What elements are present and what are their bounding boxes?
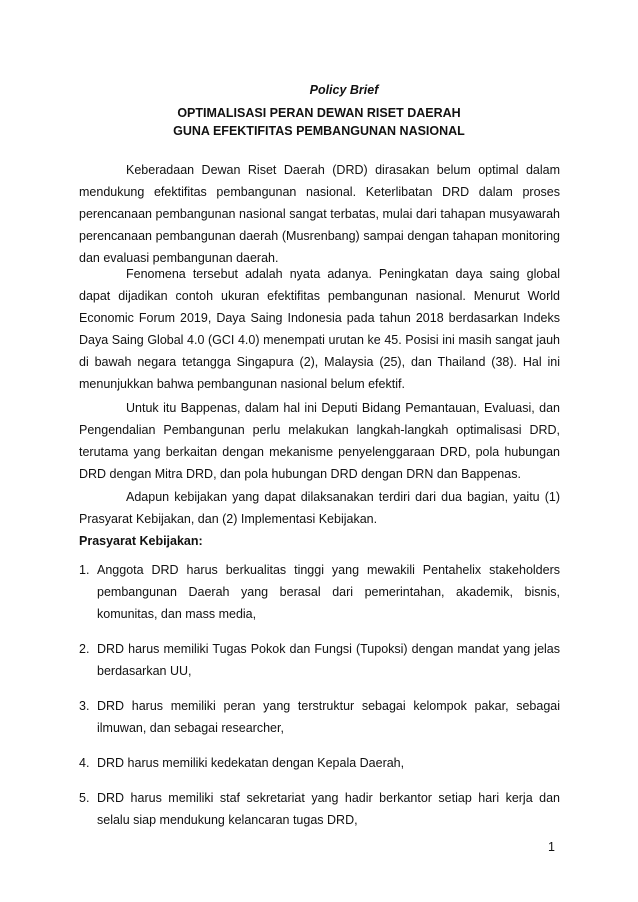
paragraph: Untuk itu Bappenas, dalam hal ini Deputi Bidang Pemantauan, Evaluasi, dan Pengendalian Pembangunan perlu melakukan langkah-langkah optimalisasi DRD, terutama yang berkaitan dengan mekanisme penyelenggaraan DRD, pola hubungan DRD dengan Mitra DRD, dan pola hubungan DRD dengan DRN dan Bappenas. [79, 401, 560, 481]
document-title-line1: OPTIMALISASI PERAN DEWAN RISET DAERAH [177, 106, 461, 120]
list-item-number: 5. [79, 791, 90, 805]
list-item-text: DRD harus memiliki Tugas Pokok dan Fungsi (Tupoksi) dengan mandat yang jelas berdasarkan UU, [97, 642, 560, 678]
list-item-text: Anggota DRD harus berkualitas tinggi yang mewakili Pentahelix stakeholders pembangunan Daerah yang berasal dari pemerintahan, akademik, bisnis, komunitas, dan mass media, [97, 563, 560, 621]
page-number: 1 [548, 840, 555, 854]
list-item [79, 559, 560, 625]
document-label: Policy Brief [309, 83, 379, 97]
paragraph-1-block [79, 159, 560, 269]
list-item [79, 638, 560, 682]
list-item-number: 2. [79, 642, 90, 656]
paragraph: Keberadaan Dewan Riset Daerah (DRD) dirasakan belum optimal dalam mendukung efektifitas pembangunan nasional. Keterlibatan DRD dalam proses perencanaan pembangunan nasional sangat terbatas, mulai dari tahapan musyawarah perencanaan pembangunan daerah (Musrenbang) sampai dengan tahapan monitoring dan evaluasi pembangunan daerah. [79, 163, 560, 265]
paragraph: Fenomena tersebut adalah nyata adanya. Peningkatan daya saing global dapat dijadikan contoh ukuran efektifitas pembangunan nasional. Menurut World Economic Forum 2019, Daya Saing Indonesia pada tahun 2018 berdasarkan Indeks Daya Saing Global 4.0 (GCI 4.0) menempati urutan ke 45. Posisi ini masih sangat jauh di bawah negara tetangga Singapura (2), Malaysia (25), dan Thailand (38). Hal ini menunjukkan bahwa pembangunan nasional belum efektif. [79, 267, 560, 391]
paragraph: Adapun kebijakan yang dapat dilaksanakan terdiri dari dua bagian, yaitu (1) Prasyarat Kebijakan, dan (2) Implementasi Kebijakan. [79, 490, 560, 526]
paragraph-3-block [79, 397, 560, 485]
paragraph-2-block [79, 263, 560, 395]
list-item [79, 695, 560, 739]
requirements-list [79, 559, 560, 844]
list-item-number: 1. [79, 563, 90, 577]
list-item-text: DRD harus memiliki peran yang terstruktur sebagai kelompok pakar, sebagai ilmuwan, dan sebagai researcher, [97, 699, 560, 735]
list-item [79, 752, 560, 774]
list-item-text: DRD harus memiliki kedekatan dengan Kepala Daerah, [97, 756, 405, 770]
list-item-number: 4. [79, 756, 90, 770]
list-item-number: 3. [79, 699, 90, 713]
section-heading: Prasyarat Kebijakan: [79, 534, 203, 548]
paragraph-4-block [79, 486, 560, 530]
list-item-text: DRD harus memiliki staf sekretariat yang hadir berkantor setiap hari kerja dan selalu siap mendukung kelancaran tugas DRD, [97, 791, 560, 827]
document-title-line2: GUNA EFEKTIFITAS PEMBANGUNAN NASIONAL [173, 124, 465, 138]
list-item [79, 787, 560, 831]
